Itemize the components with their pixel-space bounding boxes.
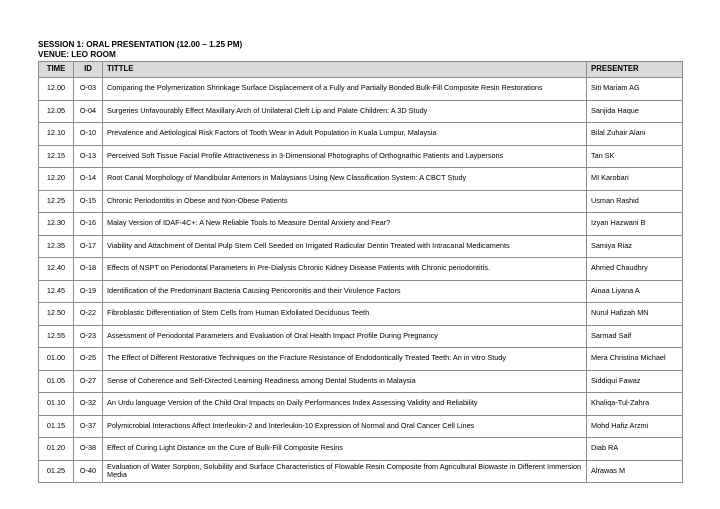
table-row	[39, 100, 683, 123]
cell-title: Effects of NSPT on Periodontal Parameters in Pre-Dialysis Chronic Kidney Disease Patients with Chronic periodontitis.	[103, 258, 587, 281]
cell-time: 12.05	[39, 100, 74, 123]
table-row	[39, 303, 683, 326]
cell-time: 12.35	[39, 235, 74, 258]
cell-id: O-27	[74, 370, 103, 393]
cell-id: O-04	[74, 100, 103, 123]
column-header-id: ID	[74, 62, 103, 78]
table-body	[39, 78, 683, 483]
cell-presenter: Sarmad Saif	[587, 325, 683, 348]
cell-time: 12.10	[39, 123, 74, 146]
cell-title: Sense of Coherence and Self-Directed Learning Readiness among Dental Students in Malaysia	[103, 370, 587, 393]
cell-time: 12.45	[39, 280, 74, 303]
table-row	[39, 235, 683, 258]
cell-time: 12.00	[39, 78, 74, 101]
cell-title: Polymicrobial Interactions Affect Interleukin-2 and Interleukin-10 Expression of Normal and Oral Cancer Cell Lines	[103, 415, 587, 438]
table-row	[39, 190, 683, 213]
cell-time: 12.25	[39, 190, 74, 213]
cell-presenter: Sanjida Haque	[587, 100, 683, 123]
column-header-presenter: PRESENTER	[587, 62, 683, 78]
cell-presenter: Diab RA	[587, 438, 683, 461]
cell-time: 12.55	[39, 325, 74, 348]
cell-title: Chronic Periodontitis in Obese and Non-Obese Patients	[103, 190, 587, 213]
cell-title: Effect of Curing Light Distance on the Cure of Bulk-Fill Composite Resins	[103, 438, 587, 461]
table-row	[39, 438, 683, 461]
cell-id: O-14	[74, 168, 103, 191]
cell-title: Viability and Attachment of Dental Pulp Stem Cell Seeded on Irrigated Radicular Dentin Treated with Intracanal Medicaments	[103, 235, 587, 258]
cell-presenter: Mera Christina Michael	[587, 348, 683, 371]
session-header	[38, 40, 242, 60]
cell-title: Comparing the Polymerization Shrinkage Surface Displacement of a Fully and Partially Bonded Bulk-Fill Composite Resin Restorations	[103, 78, 587, 101]
cell-presenter: Tan SK	[587, 145, 683, 168]
cell-time: 01.10	[39, 393, 74, 416]
cell-id: O-15	[74, 190, 103, 213]
cell-presenter: Usman Rashid	[587, 190, 683, 213]
cell-time: 01.25	[39, 460, 74, 483]
cell-presenter: Siddiqui Fawaz	[587, 370, 683, 393]
cell-time: 12.40	[39, 258, 74, 281]
cell-id: O-23	[74, 325, 103, 348]
cell-title: Prevalence and Aetiological Risk Factors of Tooth Wear in Adult Population in Kuala Lumpur, Malaysia	[103, 123, 587, 146]
table-row	[39, 370, 683, 393]
cell-id: O-32	[74, 393, 103, 416]
cell-presenter: Khaliqa-Tul-Zahra	[587, 393, 683, 416]
cell-presenter: Nurul Hafizah MN	[587, 303, 683, 326]
cell-time: 01.20	[39, 438, 74, 461]
cell-id: O-17	[74, 235, 103, 258]
table-row	[39, 168, 683, 191]
cell-time: 12.50	[39, 303, 74, 326]
cell-presenter: Ainaa Liyana A	[587, 280, 683, 303]
cell-id: O-10	[74, 123, 103, 146]
cell-presenter: Bilal Zuhair Alani	[587, 123, 683, 146]
session-title: SESSION 1: ORAL PRESENTATION (12.00 – 1.25 PM)	[38, 40, 243, 49]
cell-id: O-18	[74, 258, 103, 281]
cell-time: 01.15	[39, 415, 74, 438]
cell-id: O-22	[74, 303, 103, 326]
table-row	[39, 145, 683, 168]
venue-label: VENUE: LEO ROOM	[38, 50, 116, 59]
cell-presenter: Samiya Riaz	[587, 235, 683, 258]
schedule-table	[38, 61, 683, 483]
cell-id: O-13	[74, 145, 103, 168]
cell-id: O-37	[74, 415, 103, 438]
cell-time: 12.30	[39, 213, 74, 236]
table-row	[39, 325, 683, 348]
table-row	[39, 78, 683, 101]
cell-time: 01.05	[39, 370, 74, 393]
table-row	[39, 460, 683, 483]
cell-id: O-38	[74, 438, 103, 461]
cell-title: Evaluation of Water Sorption, Solubility and Surface Characteristics of Flowable Resin Composite from Agricultural Biowaste in Different Immersion Media	[103, 460, 587, 483]
cell-title: Malay Version of IDAF-4C+: A New Reliable Tools to Measure Dental Anxiety and Fear?	[103, 213, 587, 236]
cell-time: 12.20	[39, 168, 74, 191]
cell-title: Perceived Soft Tissue Facial Profile Attractiveness in 3-Dimensional Photographs of Orthognathic Patients and Laypersons	[103, 145, 587, 168]
table-row	[39, 393, 683, 416]
cell-title: Assessment of Periodontal Parameters and Evaluation of Oral Health Impact Profile During Pregnancy	[103, 325, 587, 348]
table-row	[39, 280, 683, 303]
cell-title: Fibroblastic Differentiation of Stem Cells from Human Exfoliated Deciduous Teeth	[103, 303, 587, 326]
cell-presenter: Mohd Hafiz Arzmi	[587, 415, 683, 438]
cell-presenter: Alrawas M	[587, 460, 683, 483]
cell-presenter: Ahmed Chaudhry	[587, 258, 683, 281]
cell-id: O-16	[74, 213, 103, 236]
cell-title: The Effect of Different Restorative Techniques on the Fracture Resistance of Endodontically Treated Teeth: An in vitro Study	[103, 348, 587, 371]
cell-title: Identification of the Predominant Bacteria Causing Pericoronitis and their Virulence Factors	[103, 280, 587, 303]
cell-presenter: MI Karobari	[587, 168, 683, 191]
table-row	[39, 348, 683, 371]
cell-id: O-25	[74, 348, 103, 371]
column-header-time: TIME	[39, 62, 74, 78]
cell-time: 12.15	[39, 145, 74, 168]
cell-title: Root Canal Morphology of Mandibular Anteriors in Malaysians Using New Classification System: A CBCT Study	[103, 168, 587, 191]
cell-presenter: Siti Mariam AG	[587, 78, 683, 101]
table-header-row	[39, 62, 683, 78]
cell-id: O-40	[74, 460, 103, 483]
cell-id: O-03	[74, 78, 103, 101]
column-header-title: TITTLE	[103, 62, 587, 78]
table-row	[39, 258, 683, 281]
table-row	[39, 415, 683, 438]
cell-title: Surgeries Unfavourably Effect Maxillary Arch of Unilateral Cleft Lip and Palate Children: A 3D Study	[103, 100, 587, 123]
cell-time: 01.00	[39, 348, 74, 371]
cell-presenter: Izyan Hazwani B	[587, 213, 683, 236]
cell-id: O-19	[74, 280, 103, 303]
cell-title: An Urdu language Version of the Child Oral Impacts on Daily Performances Index Assessing Validity and Reliability	[103, 393, 587, 416]
table-row	[39, 213, 683, 236]
table-row	[39, 123, 683, 146]
